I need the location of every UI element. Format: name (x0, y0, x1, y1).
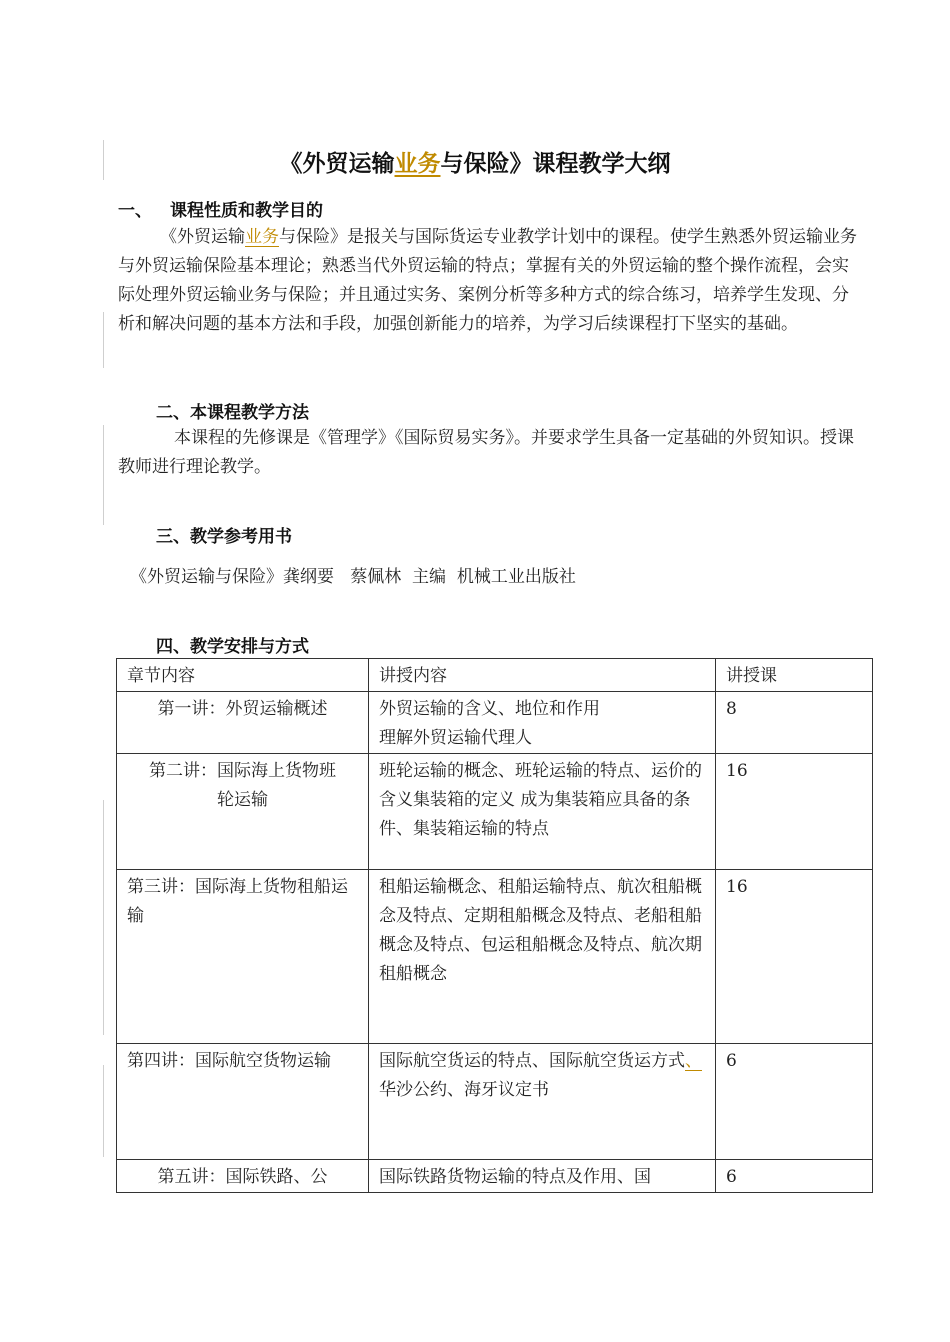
content-cell: 国际铁路货物运输的特点及作用、国 (369, 1160, 716, 1193)
para-text: 与保险》是报关与国际货运专业教学计划中的课程。使学生熟悉外贸运输业务与外贸运输保险基本理论；熟悉当代外贸运输的特点；掌握有关的外贸运输的整个操作流程，会实际处理外贸运输业务与保险；并且通过实务、案例分析等多种方式的综合练习，培养学生发现、分析和解决问题的基本方法和手段，加强创新能力的培养，为学习后续课程打下坚实的基础。 (118, 227, 857, 334)
chapter-cell: 第二讲：国际海上货物班 轮运输 (117, 754, 369, 870)
section-4-heading: 四、教学安排与方式 (156, 637, 309, 657)
table-row (117, 870, 873, 1044)
chapter-cell: 第一讲：外贸运输概述 (117, 692, 369, 754)
page-title (0, 145, 950, 178)
title-after: 与保险》课程教学大纲 (440, 151, 671, 177)
header-chapter: 章节内容 (117, 659, 369, 692)
schedule-table (116, 658, 873, 1193)
header-content: 讲授内容 (369, 659, 716, 692)
content-text: 华沙公约、海牙议定书 (379, 1080, 549, 1100)
section-2-heading: 二、本课程教学方法 (156, 403, 309, 423)
table-row (117, 692, 873, 754)
hours-cell: 16 (716, 870, 873, 1044)
hours-cell: 16 (716, 754, 873, 870)
content-cell: 班轮运输的概念、班轮运输的特点、运价的含义集装箱的定义 成为集装箱应具备的条件、集装箱运输的特点 (369, 754, 716, 870)
table-row (117, 1044, 873, 1160)
para-highlight[interactable]: 业务 (245, 227, 279, 247)
reference-book: 《外贸运输与保险》龚纲要 蔡佩林 主编 机械工业出版社 (130, 567, 576, 587)
section-1-title: 课程性质和教学目的 (170, 201, 323, 221)
hours-cell: 8 (716, 692, 873, 754)
hours-cell: 6 (716, 1044, 873, 1160)
table-header-row (117, 659, 873, 692)
section-1-heading (118, 196, 323, 221)
hours-cell: 6 (716, 1160, 873, 1193)
margin-bar (103, 1065, 104, 1157)
content-highlight[interactable]: 、 (685, 1051, 702, 1071)
title-highlight[interactable]: 业务 (394, 151, 441, 177)
header-hours: 讲授课 (716, 659, 873, 692)
content-text: 国际航空货运的特点、国际航空货运方式 (379, 1051, 685, 1071)
para-text: 《外贸运输 (160, 227, 245, 247)
margin-bar (103, 312, 104, 368)
section-1-number: 一、 (118, 201, 152, 221)
margin-bar (103, 800, 104, 1035)
section-1-paragraph (118, 223, 863, 339)
table-row (117, 754, 873, 870)
content-cell (369, 1044, 716, 1160)
table-row (117, 1160, 873, 1193)
chapter-cell: 第三讲：国际海上货物租船运输 (117, 870, 369, 1044)
chapter-cell: 第四讲：国际航空货物运输 (117, 1044, 369, 1160)
content-cell: 外贸运输的含义、地位和作用 理解外贸运输代理人 (369, 692, 716, 754)
content-cell: 租船运输概念、租船运输特点、航次租船概念及特点、定期租船概念及特点、老船租船概念及特点、包运租船概念及特点、航次期租船概念 (369, 870, 716, 1044)
title-before: 《外贸运输 (279, 151, 395, 177)
section-2-paragraph: 本课程的先修课是《管理学》《国际贸易实务》。并要求学生具备一定基础的外贸知识。授课教师进行理论教学。 (118, 428, 854, 477)
section-3-heading: 三、教学参考用书 (156, 527, 292, 547)
chapter-cell: 第五讲：国际铁路、公 (117, 1160, 369, 1193)
margin-bar (103, 425, 104, 525)
